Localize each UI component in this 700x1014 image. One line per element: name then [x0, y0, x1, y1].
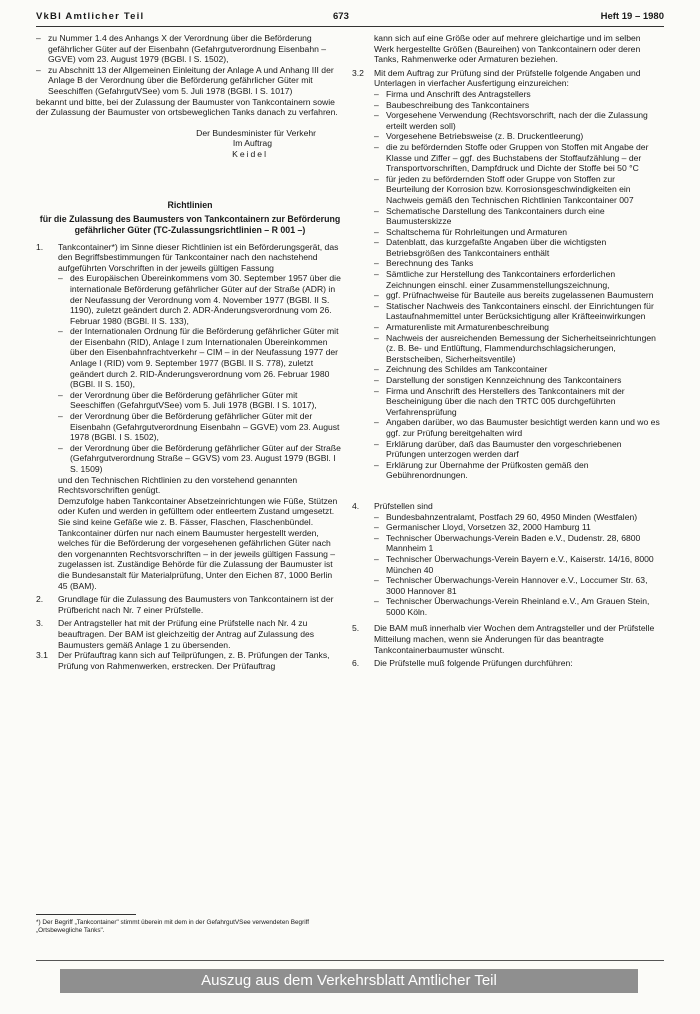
footnote-rule [36, 914, 136, 915]
list-item: – Technischer Überwachungs-Verein Hannover e.V., Loccumer Str. 63, 3000 Hannover 81 [374, 575, 648, 596]
page-number: 673 [333, 11, 349, 22]
section-2: 2. Grundlage für die Zulassung des Baumusters von Tankcontainern ist der Prüfbericht nach Nr. 7 einer Prüfstelle. [36, 594, 334, 615]
list-item: – Baubeschreibung des Tankcontainers [374, 99, 530, 110]
list-item: – Bundesbahnzentralamt, Postfach 29 60, 4950 Minden (Westfalen) [374, 511, 638, 522]
issue-label: Heft 19 – 1980 [600, 11, 664, 22]
list-item: – Statischer Nachweis des Tankcontainers einschl. der Einrichtungen für Lastaufnahmemittel unter Berücksichtigung aller Kräfteeinwirkungen [374, 300, 654, 322]
list-item: – Sämtliche zur Herstellung des Tankcontainers erforderlichen Zeichnungen einschl. einer Zusammenstellungszeichnung, [374, 269, 616, 290]
header-rule [36, 26, 664, 27]
list-item: – Schaltschema für Rohrleitungen und Armaturen [374, 226, 568, 237]
section-1: 1. Tankcontainer*) im Sinne dieser Richtlinien ist ein Beförderungsgerät, das den Begriffsbestimmungen für Tankcontainer nach den nachstehend aufgeführten Vorschriften in der jeweils gültigen Fassung [36, 241, 339, 273]
list-item: – ggf. Prüfnachweise für Bauteile aus bereits zugelassenen Baumustern [374, 290, 654, 301]
list-item: – Darstellung der sonstigen Kennzeichnung des Tankcontainers [374, 375, 622, 385]
list-item: – Datenblatt, das kurzgefaßte Angaben über die wichtigsten Betriebsgrößen des Tankcontainers enthält [374, 237, 607, 258]
list-item: – Firma und Anschrift des Herstellers des Tankcontainers mit der Bescheinigung über die nach den TRTC 005 durchgeführten Verfahrensprüfung [374, 385, 625, 417]
signature-name: Keidel [232, 148, 268, 159]
list-item: – Erklärung zur Übernahme der Prüfkosten gemäß den Gebührenordnungen. [374, 459, 589, 481]
list-item: – Firma und Anschrift des Antragstellers [374, 88, 531, 99]
list-item: – Technischer Überwachungs-Verein Bayern e.V., Kaiserstr. 14/16, 8000 München 40 [374, 553, 654, 575]
section-1-after: und den Technischen Richtlinien zu den vorstehend genannten Rechtsvorschriften genügt. [58, 474, 298, 496]
intro-item: – zu Nummer 1.4 des Anhangs X der Verordnung über die Beförderung gefährlicher Güter auf der Eisenbahn (Gefahrgutverordnung Eisenbahn – GGVE) vom 23. August 1979 (BGBl. I S. 1502), [36, 33, 327, 65]
guideline-subtitle: für die Zulassung des Baumusters von Tankcontainern zur Beförderung gefährlicher Güter (TC-Zulassungsrichtlinien – R 001 –) [39, 213, 341, 235]
continued-text: kann sich auf eine Größe oder auf mehrere gleichartige und im selben Werk hergestellte Größen (Baureihen) von Tankcontainern oder deren Tanks, Rahmenwerke oder Armaturen beziehen. [374, 33, 641, 65]
list-item: – der Verordnung über die Beförderung gefährlicher Güter mit der Eisenbahn (Gefahrgutverordnung Eisenbahn – GGVE) vom 23. August 1978 (BGBl. I S. 1502), [58, 411, 340, 443]
list-item: – Berechnung des Tanks [374, 258, 474, 269]
journal-name: VkBl Amtlicher Teil [36, 11, 145, 22]
list-item: – Zeichnung des Schildes am Tankcontainer [374, 364, 548, 375]
list-item: – Germanischer Lloyd, Vorsetzen 32, 2000 Hamburg 11 [374, 522, 591, 533]
list-item: – der Verordnung über die Beförderung gefährlicher Güter mit Seeschiffen (GefahrgutVSee) vom 5. Juli 1978 (BGBl. I S. 1017), [58, 389, 317, 411]
list-item: – der Verordnung über die Beförderung gefährlicher Güter auf der Straße (Gefahrgutverordnung Straße – GGVS) vom 23. August 1979 (BGBl. I S. 1509) [58, 442, 341, 474]
signature-block [36, 128, 344, 160]
section-4: 4. Prüfstellen sind [352, 500, 433, 511]
list-item: – Vorgesehene Verwendung (Rechtsvorschrift, nach der die Zulassung erteilt werden soll) [374, 110, 648, 131]
footer-rule [36, 960, 664, 961]
section-4-items [352, 512, 660, 618]
list-item: – Angaben darüber, wo das Baumuster besichtigt werden kann und wo es ggf. zur Prüfung bereitgehalten wird [374, 417, 660, 438]
section-1-para3: Tankcontainer dürfen nur nach einem Baumuster hergestellt werden, welches für die Beförderung der vorgesehenen gefährlichen Güter nach den vorgenannten Rechtsvorschriften – in der jeweils gültigen Fassung – zugelassen ist. Zuständige Behörde für die Zulassung der Baumuster ist die Bundesanstalt für Materialprüfung, Unter den Eichen 87, 1000 Berlin 45 (BAM). [58, 527, 336, 591]
section-1-items [36, 273, 344, 474]
left-column [36, 33, 344, 671]
list-item: – Armaturenliste mit Armaturenbeschreibung [374, 322, 549, 333]
section-6: 6. Die Prüfstelle muß folgende Prüfungen durchführen: [352, 658, 573, 669]
intro-text: bekannt und bitte, bei der Zulassung der Baumuster von Tankcontainern sowie der Zulassung der Baumuster von ortsbeweglichen Tanks danach zu verfahren. [36, 96, 338, 118]
list-item: – Technischer Überwachungs-Verein Rheinland e.V., Am Grauen Stein, 5000 Köln. [374, 596, 650, 617]
list-item: – für jeden zu befördernden Stoff oder Gruppe von Stoffen zur Beurteilung der Korrosion bzw. Korrosionsgeschwindigkeiten ein Nachweis gemäß den Technischen Richtlinien Tankcontainer 007 [374, 173, 634, 205]
page-header [36, 12, 664, 24]
right-column [352, 33, 660, 669]
section-3-2: 3.2 Mit dem Auftrag zur Prüfung sind der Prüfstelle folgende Angaben und Unterlagen in vierfacher Ausfertigung einzureichen: [352, 67, 641, 89]
section-1-para2: Demzufolge haben Tankcontainer Absetzeinrichtungen wie Füße, Stützen oder Kufen und werden in gefülltem oder entleertem Zustand umgesetzt. Sie sind keine Gefäße wie z. B. Fässer, Flaschen, Flaschenbündel. [58, 495, 338, 527]
list-item: – Erklärung darüber, daß das Baumuster den vorgeschriebenen Prüfungen unterzogen werden darf [374, 438, 622, 460]
intro-item: – zu Abschnitt 13 der Allgemeinen Einleitung der Anlage A und Anhang III der Anlage B der Verordnung über die Beförderung gefährlicher Güter mit Seeschiffen (GefahrgutVSee) vom 5. Juli 1978 (BGBl. I S. 1017) [36, 64, 334, 96]
list-item: – Schematische Darstellung des Tankcontainers durch eine Baumusterskizze [374, 205, 605, 227]
list-item: – die zu befördernden Stoffe oder Gruppen von Stoffen mit Angabe der Klasse und Ziffer – ggf. des Buchstabens der Stoffaufzählung – der Transportvorschriften, Dampfdruck und Dichte der Stoffe bei 50 °C [374, 141, 649, 174]
section-3: 3. Der Antragsteller hat mit der Prüfung eine Prüfstelle nach Nr. 4 zu beauftragen. Der BAM ist gleichzeitig der Antrag auf Zulassung des Baumusters gemäß Anlage 1 zu übersenden. [36, 618, 315, 650]
signature-line1: Der Bundesminister für Verkehr [196, 127, 316, 138]
footnote: *) Der Begriff „Tankcontainer" stimmt überein mit dem in der GefahrgutVSee verwendeten Begriff „Ortsbewegliche Tanks". [36, 919, 310, 934]
section-5: 5. Die BAM muß innerhalb vier Wochen dem Antragsteller und der Prüfstelle Mitteilung machen, wenn sie Änderungen für das beantragte Tankcontainerbaumuster wünscht. [352, 623, 655, 655]
section-3-1: 3.1 Der Prüfauftrag kann sich auf Teilprüfungen, z. B. Prüfungen der Tanks, Prüfung von Rahmenwerken, erstrecken. Der Prüfauftrag [36, 650, 330, 671]
list-item: – Technischer Überwachungs-Verein Baden e.V., Dudenstr. 28, 6800 Mannheim 1 [374, 532, 641, 554]
section-3-2-items [352, 89, 660, 481]
list-item: – der Internationalen Ordnung für die Beförderung gefährlicher Güter mit der Eisenbahn (RID), Anlage I zum Internationalen Übereinkommen über den Eisenbahnfrachtverkehr – CIM – in der Neufassung 1977 der Anlage I (RID) vom 9. September 1977 (BGBl. II S. 778), zuletzt geändert durch 2. RID-Änderungsverordnung vom 26. Februar 1980 (BGBl. II S. 150), [58, 326, 339, 390]
list-item: – Vorgesehene Betriebsweise (z. B. Druckentleerung) [374, 131, 584, 142]
list-item: – des Europäischen Übereinkommens vom 30. September 1957 über die internationale Beförderung gefährlicher Güter auf der Straße (ADR) in der Neufassung der Verordnung vom 4. November 1977 (BGBl. II S. 1190), zuletzt geändert durch 2. ADR-Änderungsverordnung vom 26. Februar 1980 (BGBl. II S. 133), [58, 273, 341, 326]
list-item: – Nachweis der ausreichenden Bemessung der Sicherheitseinrichtungen (z. B. Be- und Entlüftung, Flammendurchschlagsicherungen, Berstscheiben, Sicherheitsventile) [374, 332, 656, 364]
guideline-title: Richtlinien [167, 199, 213, 210]
footer-banner: Auszug aus dem Verkehrsblatt Amtlicher Teil [60, 969, 638, 993]
signature-line2: Im Auftrag [232, 138, 272, 149]
